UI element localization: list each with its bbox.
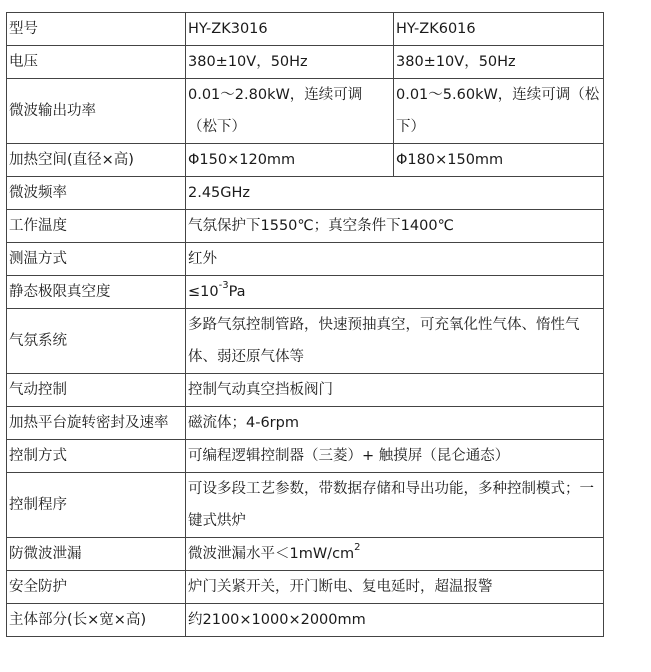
cell-safety: 炉门关紧开关，开门断电、复电延时，超温报警: [186, 571, 604, 604]
cell-temp-method: 红外: [186, 243, 604, 276]
row-label-pneumatic: 气动控制: [7, 374, 186, 407]
row-label-control-program: 控制程序: [7, 473, 186, 538]
row-label-safety: 安全防护: [7, 571, 186, 604]
cell-power-6016: 0.01～5.60kW，连续可调（松下）: [394, 79, 604, 144]
leakage-value: 微波泄漏水平＜1mW/cm: [188, 546, 355, 562]
row-label-rotation: 加热平台旋转密封及速率: [7, 407, 186, 440]
cell-rotation: 磁流体；4-6rpm: [186, 407, 604, 440]
cell-control-program: 可设多段工艺参数，带数据存储和导出功能，多种控制模式；一键式烘炉: [186, 473, 604, 538]
table-row: [7, 407, 604, 440]
table-row: [7, 473, 604, 538]
row-label-frequency: 微波频率: [7, 177, 186, 210]
table-row: [7, 538, 604, 571]
vacuum-exponent: -3: [218, 280, 229, 292]
cell-voltage-3016: 380±10V，50Hz: [186, 46, 394, 79]
row-label-control-method: 控制方式: [7, 440, 186, 473]
cell-heating-space-3016: Φ150×120mm: [186, 144, 394, 177]
table-row: [7, 571, 604, 604]
table-row: [7, 46, 604, 79]
cell-atmosphere: 多路气氛控制管路，快速预抽真空，可充氧化性气体、惰性气体、弱还原气体等: [186, 309, 604, 374]
cell-heating-space-6016: Φ180×150mm: [394, 144, 604, 177]
cell-power-3016: 0.01～2.80kW，连续可调（松下）: [186, 79, 394, 144]
table-row: [7, 79, 604, 144]
row-label-atmosphere: 气氛系统: [7, 309, 186, 374]
row-label-vacuum: 静态极限真空度: [7, 276, 186, 309]
vacuum-prefix: ≤10: [188, 284, 219, 300]
table-row: [7, 13, 604, 46]
row-label-temp-method: 测温方式: [7, 243, 186, 276]
spec-table: [6, 12, 604, 637]
cell-control-method: 可编程逻辑控制器（三菱）+ 触摸屏（昆仑通态）: [186, 440, 604, 473]
table-row: [7, 210, 604, 243]
cell-dimensions: 约2100×1000×2000mm: [186, 604, 604, 637]
table-row: [7, 243, 604, 276]
cell-vacuum: [186, 276, 604, 309]
table-row: [7, 309, 604, 374]
table-row: [7, 374, 604, 407]
row-label-work-temp: 工作温度: [7, 210, 186, 243]
table-row: [7, 144, 604, 177]
row-label-leakage: 防微波泄漏: [7, 538, 186, 571]
row-label-voltage: 电压: [7, 46, 186, 79]
cell-model-6016: HY-ZK6016: [394, 13, 604, 46]
cell-work-temp: 气氛保护下1550℃；真空条件下1400℃: [186, 210, 604, 243]
cell-voltage-6016: 380±10V，50Hz: [394, 46, 604, 79]
table-row: [7, 276, 604, 309]
row-label-model: 型号: [7, 13, 186, 46]
table-row: [7, 604, 604, 637]
row-label-heating-space: 加热空间(直径×高): [7, 144, 186, 177]
cell-leakage: [186, 538, 604, 571]
vacuum-unit: Pa: [228, 284, 246, 300]
row-label-power: 微波输出功率: [7, 79, 186, 144]
leakage-exponent: 2: [354, 542, 361, 554]
cell-model-3016: HY-ZK3016: [186, 13, 394, 46]
row-label-dimensions: 主体部分(长×宽×高): [7, 604, 186, 637]
cell-frequency: 2.45GHz: [186, 177, 604, 210]
table-row: [7, 440, 604, 473]
cell-pneumatic: 控制气动真空挡板阀门: [186, 374, 604, 407]
table-row: [7, 177, 604, 210]
